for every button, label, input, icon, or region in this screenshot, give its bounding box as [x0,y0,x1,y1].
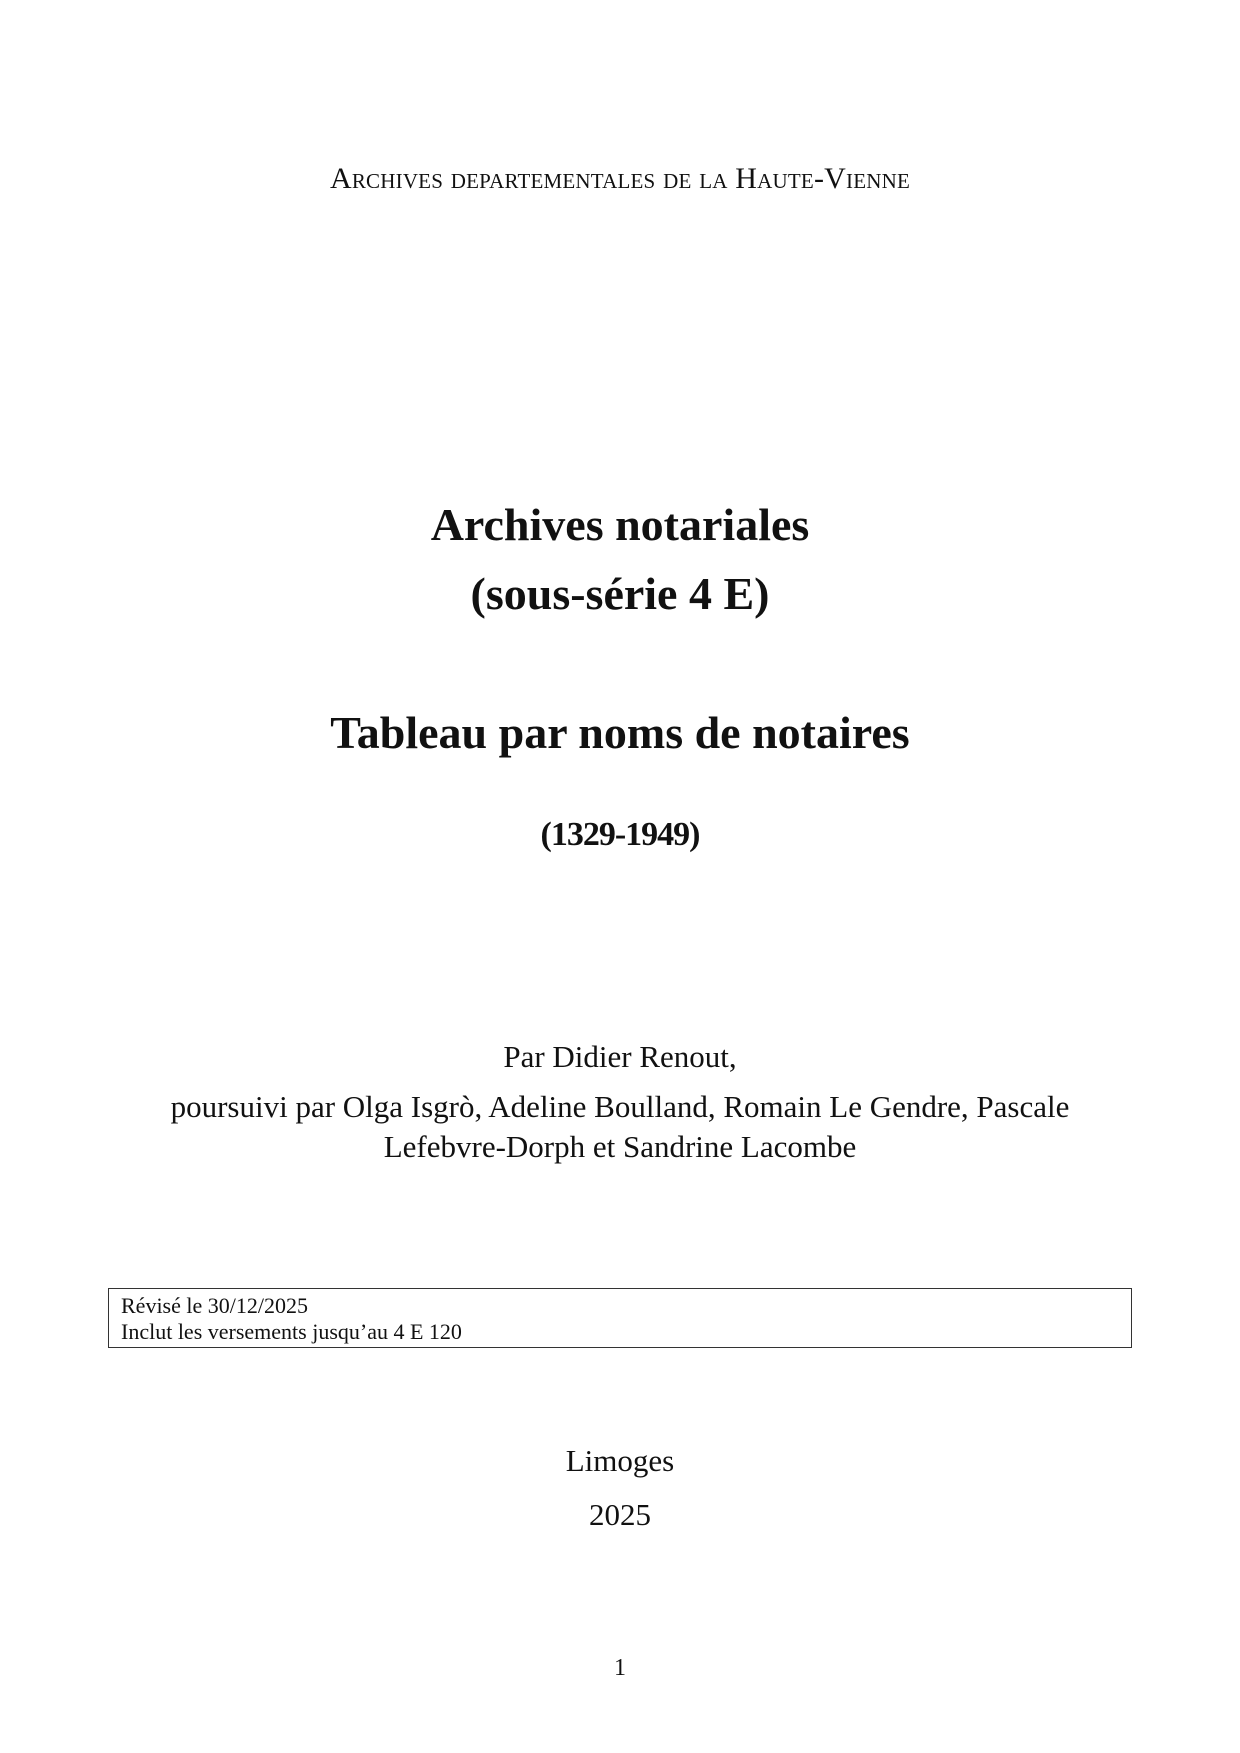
page-number: 1 [614,1655,626,1681]
revision-scope: Inclut les versements jusqu’au 4 E 120 [121,1319,462,1344]
authors-block [130,1037,1110,1167]
document-title-line2: (sous-série 4 E) [470,568,770,619]
date-range: (1329-1949) [540,816,700,853]
document-title-line1: Archives notariales [430,499,810,550]
publication-year: 2025 [589,1497,651,1532]
revision-box [108,1288,1132,1348]
authors-continued: poursuivi par Olga Isgrò, Adeline Boulland, Romain Le Gendre, Pascale Lefebvre-Dorph et Sandrine Lacombe [170,1089,1070,1164]
archive-header: Archives departementales de la Haute-Vienne [329,162,910,195]
revision-date: Révisé le 30/12/2025 [121,1293,308,1318]
authors-lead: Par Didier Renout, [503,1039,737,1074]
document-subtitle: Tableau par noms de notaires [330,707,910,758]
publication-place: Limoges [565,1443,675,1478]
